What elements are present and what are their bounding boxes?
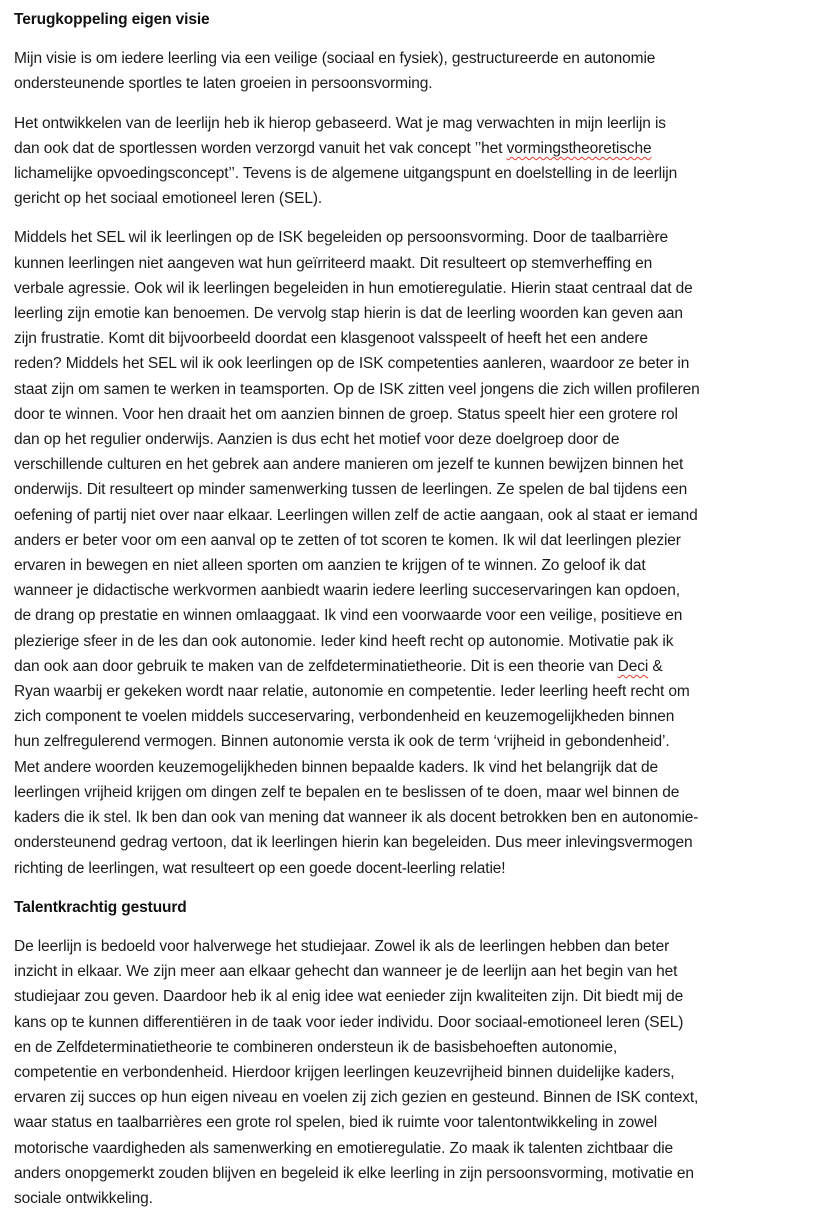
text-line: zijn frustratie. Komt dit bijvoorbeeld doordat een klasgenoot valsspeelt of heeft het een andere	[14, 330, 648, 348]
text-line: kans op te kunnen differentiëren in de taak voor ieder individu. Door sociaal-emotioneel leren (SEL)	[14, 1013, 684, 1031]
spellcheck-underlined-word: Deci	[617, 657, 649, 675]
text-line: ervaren zij succes op hun eigen niveau en voelen zij zich gezien en gesteund. Binnen de ISK context,	[14, 1089, 699, 1107]
text-line: ondersteunende sportles te laten groeien in persoonsvorming.	[14, 75, 433, 93]
text-line: Met andere woorden keuzemogelijkheden binnen bepaalde kaders. Ik vind het belangrijk dat de	[14, 758, 658, 776]
text-line: verschillende culturen en het gebrek aan andere manieren om jezelf te kunnen bewijzen binnen het	[14, 456, 684, 474]
text-line: dan ook aan door gebruik te maken van de zelfdeterminatietheorie. Dit is een theorie van Deci &	[14, 657, 663, 675]
paragraph	[14, 46, 832, 96]
text-line: hun zelfregulerend vermogen. Binnen autonomie versta ik ook de term ‘vrijheid in gebondenheid’.	[14, 733, 670, 751]
text-line: wanneer je didactische werkvormen aanbiedt waarin iedere leerling succeservaringen kan opdoen,	[14, 582, 680, 600]
text-line: kaders die ik stel. Ik ben dan ook van mening dat wanneer ik als docent betrokken ben en autonomie-	[14, 809, 699, 827]
text-line: Ryan waarbij er gekeken wordt naar relatie, autonomie en competentie. Ieder leerling heeft recht om	[14, 683, 690, 701]
text-line: ervaren in bewegen en niet alleen sporten om aanzien te krijgen of te winnen. Zo geloof ik dat	[14, 557, 646, 575]
text-line: gericht op het sociaal emotioneel leren (SEL).	[14, 190, 323, 208]
text-line: en de Zelfdeterminatietheorie te combineren ondersteun ik de basisbehoeften autonomie,	[14, 1038, 618, 1056]
text-line: oefening of partij niet over naar elkaar. Leerlingen willen zelf de actie aangaan, ook al staat er iemand	[14, 506, 698, 524]
text-line: leerlingen vrijheid krijgen om dingen zelf te bepalen en te beslissen of te doen, maar wel binnen de	[14, 783, 680, 801]
document-body	[14, 7, 832, 1211]
text-line: lichamelijke opvoedingsconcept’’. Tevens is de algemene uitgangspunt en doelstelling in de leerlijn	[14, 165, 678, 183]
text-line: inzicht in elkaar. We zijn meer aan elkaar gehecht dan wanneer je de leerlijn aan het begin van het	[14, 963, 678, 981]
text-line: dan op het regulier onderwijs. Aanzien is dus echt het motief voor deze doelgroep door de	[14, 431, 620, 449]
section-heading: Terugkoppeling eigen visie	[14, 11, 210, 28]
text-line: staat zijn om samen te werken in teamsporten. Op de ISK zitten veel jongens die zich willen profileren	[14, 380, 700, 398]
text-line: verbale agressie. Ook wil ik leerlingen begeleiden in hun emotieregulatie. Hierin staat centraal dat de	[14, 279, 693, 297]
text-line: ondersteunend gedrag vertoon, dat ik leerlingen hierin kan begeleiden. Dus meer inlevingsvermogen	[14, 834, 693, 852]
text-line: leerling zijn emotie kan benoemen. De vervolg stap hierin is dat de leerling woorden kan geven aan	[14, 305, 683, 323]
text-line: richting de leerlingen, wat resulteert op een goede docent-leerling relatie!	[14, 859, 506, 877]
text-line: plezierige sfeer in de les dan ook autonomie. Ieder kind heeft recht op autonomie. Motivatie pak ik	[14, 632, 674, 650]
text-line: studiejaar zou geven. Daardoor heb ik al enig idee wat eenieder zijn kwaliteiten zijn. Dit biedt mij de	[14, 988, 684, 1006]
text-line: anders er beter voor om een aanval op te zetten of tot scoren te komen. Ik wil dat leerlingen plezier	[14, 531, 681, 549]
paragraph	[14, 111, 832, 212]
text-line: door te winnen. Voor hen draait het om aanzien binnen de groep. Status speelt hier een grotere rol	[14, 405, 678, 423]
text-line: de drang op prestatie en winnen omlaaggaat. Ik vind een voorwaarde voor een veilige, positieve en	[14, 607, 683, 625]
paragraph	[14, 225, 832, 880]
text-line: reden? Middels het SEL wil ik ook leerlingen op de ISK competenties aanleren, waardoor ze beter in	[14, 355, 690, 373]
text-line: anders onopgemerkt zouden blijven en begeleid ik elke leerling in zijn persoonsvorming, motivatie en	[14, 1164, 694, 1182]
section-heading: Talentkrachtig gestuurd	[14, 898, 187, 916]
text-line: onderwijs. Dit resulteert op minder samenwerking tussen de leerlingen. Ze spelen de bal tijdens een	[14, 481, 688, 499]
text-line: Mijn visie is om iedere leerling via een veilige (sociaal en fysiek), gestructureerde en autonomie	[14, 50, 656, 68]
text-line: sociale ontwikkeling.	[14, 1189, 153, 1207]
paragraph	[14, 934, 832, 1211]
text-line: waar status en taalbarrières een grote rol spelen, bied ik ruimte voor talentontwikkeling in zowel	[14, 1114, 658, 1132]
text-line: Middels het SEL wil ik leerlingen op de ISK begeleiden op persoonsvorming. Door de taalbarrière	[14, 229, 669, 247]
text-line: De leerlijn is bedoeld voor halverwege het studiejaar. Zowel ik als de leerlingen hebben dan beter	[14, 937, 670, 955]
text-line: Het ontwikkelen van de leerlijn heb ik hierop gebaseerd. Wat je mag verwachten in mijn leerlijn is	[14, 114, 666, 132]
text-line: zich component te voelen middels succeservaring, verbondenheid en keuzemogelijkheden binnen	[14, 708, 675, 726]
text-line: kunnen leerlingen niet aangeven wat hun geïrriteerd maakt. Dit resulteert op stemverheffing en	[14, 254, 653, 272]
text-line: dan ook dat de sportlessen worden verzorgd vanuit het vak concept ’’het vormingstheoretische	[14, 139, 652, 157]
text-line: motorische vaardigheden als samenwerking en emotieregulatie. Zo maak ik talenten zichtbaar die	[14, 1139, 674, 1157]
text-line: competentie en verbondenheid. Hierdoor krijgen leerlingen keuzevrijheid binnen duidelijke kaders,	[14, 1063, 675, 1081]
spellcheck-underlined-word: vormingstheoretische	[506, 139, 652, 157]
